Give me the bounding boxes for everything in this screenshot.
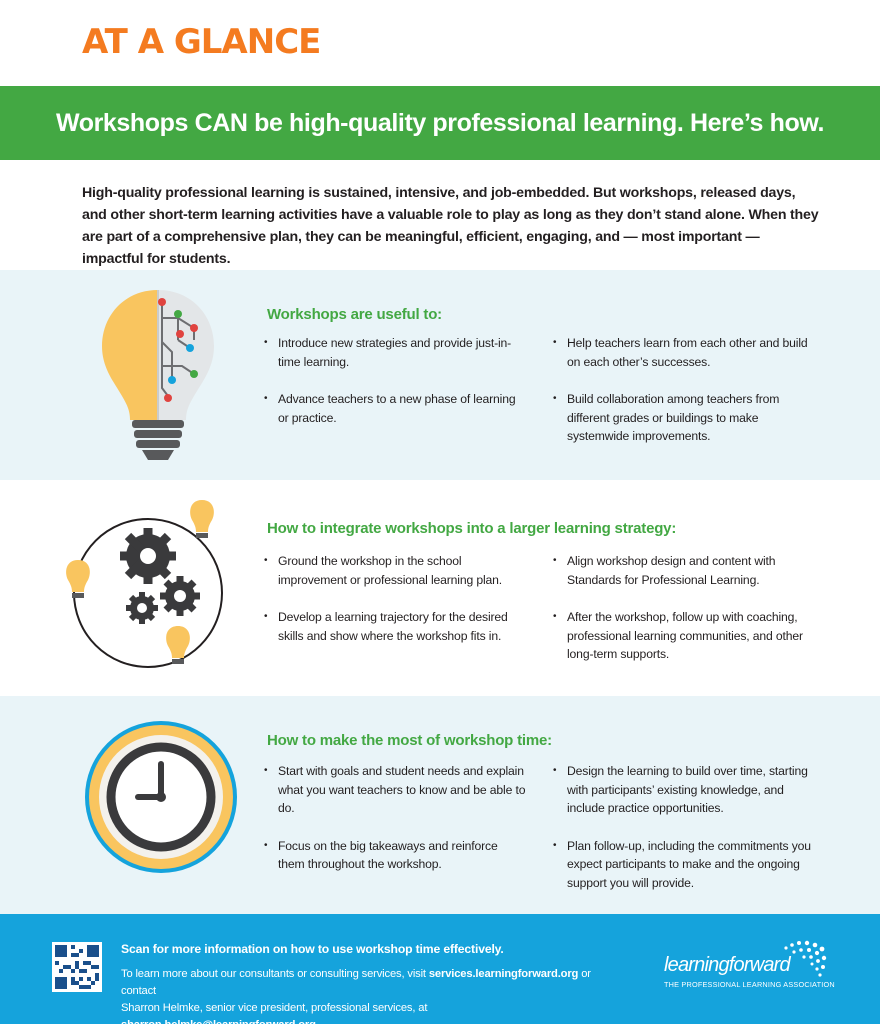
column-right bbox=[553, 762, 815, 911]
section-integrate bbox=[0, 480, 880, 696]
list-item: • Advance teachers to a new phase of learning or practice. bbox=[264, 390, 526, 427]
footer-heading: Scan for more information on how to use workshop time effectively. bbox=[121, 942, 504, 956]
logo-wordmark: learningforward bbox=[664, 954, 790, 976]
intro-paragraph: High-quality professional learning is sustained, intensive, and job-embedded. But workshops, released days, and other short-term learning activities have a valuable role to play as long as they don’t stand alone. When they are part of a comprehensive plan, they can be meaningful, efficient, engaging, and — most important — impactful for students. bbox=[82, 185, 819, 267]
footer-text-segment: Sharron Helmke, senior vice president, professional services, at bbox=[121, 1002, 428, 1014]
column-left bbox=[264, 762, 526, 893]
column-left bbox=[264, 552, 526, 664]
logo-dots-icon bbox=[780, 940, 830, 980]
column-right bbox=[553, 552, 815, 683]
list-item: • Start with goals and student needs and explain what you want teachers to know and be able to do. bbox=[264, 762, 526, 818]
page-title: AT A GLANCE bbox=[82, 22, 321, 62]
section-heading: How to integrate workshops into a larger learning strategy: bbox=[267, 520, 677, 537]
list-item: • Plan follow-up, including the commitments you expect participants to make and the ongoing support you will provide. bbox=[553, 837, 815, 893]
clock-icon bbox=[84, 720, 238, 874]
headline-text: Workshops CAN be high-quality professional learning. Here’s how. bbox=[55, 108, 825, 137]
column-left bbox=[264, 334, 526, 446]
email-link[interactable]: sharron.helmke@learningforward.org bbox=[121, 1019, 316, 1031]
list-item: • Help teachers learn from each other and build on each other’s successes. bbox=[553, 334, 815, 371]
section-heading: Workshops are useful to: bbox=[267, 306, 442, 323]
footer-contact bbox=[121, 966, 621, 1034]
list-item: • After the workshop, follow up with coaching, professional learning communities, and other long-term supports. bbox=[553, 608, 815, 664]
lightbulb-icon bbox=[98, 288, 218, 464]
section-heading: How to make the most of workshop time: bbox=[267, 732, 552, 749]
footer-text-segment: . bbox=[315, 1019, 319, 1031]
footer bbox=[0, 914, 880, 1031]
list-item: • Build collaboration among teachers from different grades or buildings to make systemwide improvements. bbox=[553, 390, 815, 446]
services-link[interactable]: services.learningforward.org bbox=[428, 968, 579, 980]
logo-tagline: THE PROFESSIONAL LEARNING ASSOCIATION bbox=[664, 980, 835, 989]
list-item: • Introduce new strategies and provide just-in-time learning. bbox=[264, 334, 526, 371]
section-workshop-time bbox=[0, 696, 880, 914]
column-right bbox=[553, 334, 815, 465]
list-item: • Focus on the big takeaways and reinforce them throughout the workshop. bbox=[264, 837, 526, 874]
list-item: • Develop a learning trajectory for the desired skills and show where the workshop fits in. bbox=[264, 608, 526, 645]
footer-text-segment: To learn more about our consultants or consulting services, visit bbox=[121, 968, 429, 980]
section-useful bbox=[0, 270, 880, 480]
list-item: • Ground the workshop in the school improvement or professional learning plan. bbox=[264, 552, 526, 589]
gears-icon bbox=[62, 498, 232, 676]
list-item: • Design the learning to build over time, starting with participants’ existing knowledge, and include practice opportunities. bbox=[553, 762, 815, 818]
qr-code-icon[interactable] bbox=[52, 942, 102, 992]
footer-text-segment: or contact bbox=[121, 968, 591, 997]
headline-banner bbox=[0, 86, 880, 160]
list-item: • Align workshop design and content with Standards for Professional Learning. bbox=[553, 552, 815, 589]
